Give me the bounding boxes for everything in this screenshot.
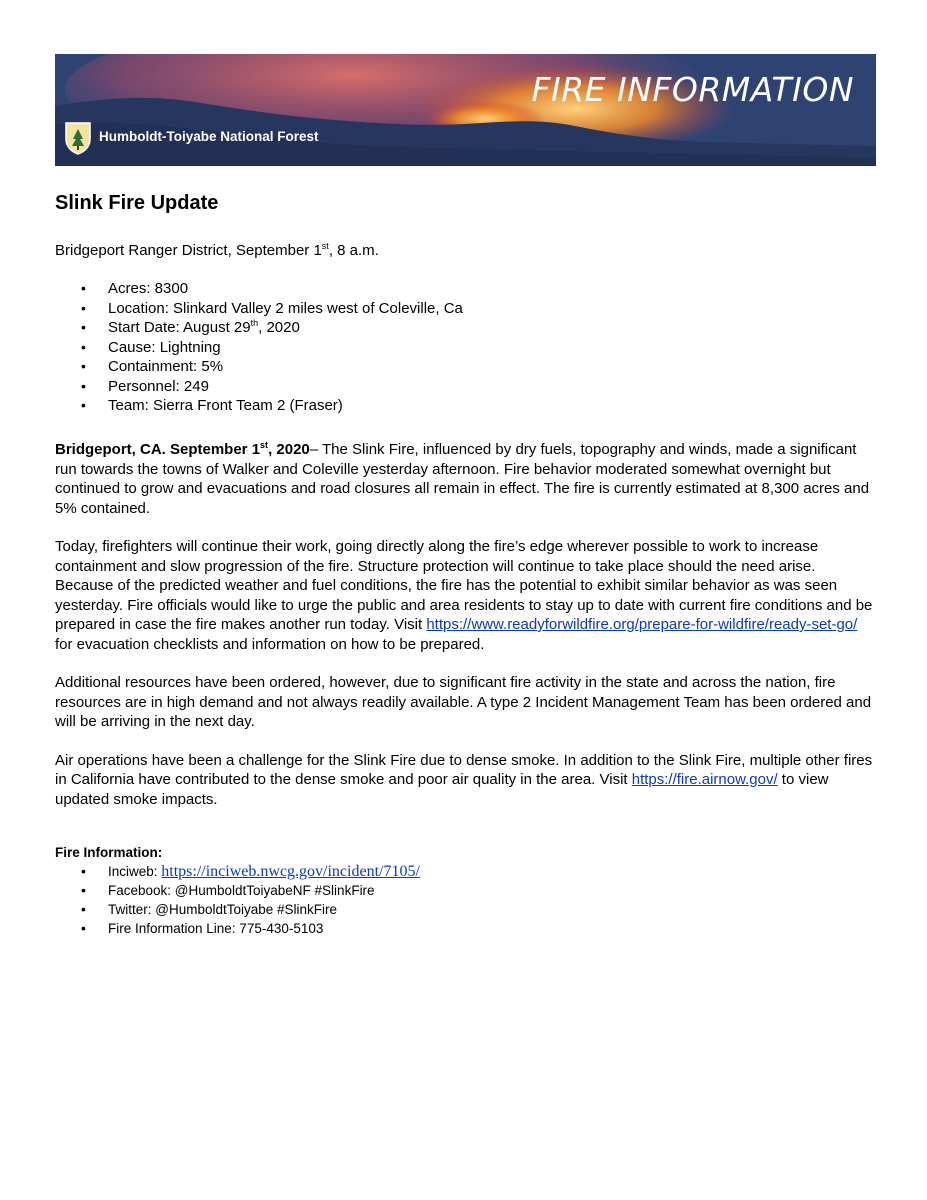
dateline: Bridgeport Ranger District, September 1st, 8 a.m. bbox=[55, 241, 379, 259]
airnow-link[interactable]: https://fire.airnow.gov/ bbox=[631, 771, 778, 788]
fact-team: • Team: Sierra Front Team 2 (Fraser) bbox=[55, 396, 755, 416]
inciweb-link[interactable]: https://inciweb.nwcg.gov/incident/7105/ bbox=[161, 863, 420, 880]
fact-acres: • Acres: 8300 bbox=[55, 279, 755, 299]
fact-start-date: • Start Date: August 29th, 2020 bbox=[55, 318, 755, 338]
fire-information-section bbox=[55, 844, 755, 938]
info-phone: • Fire Information Line: 775-430-5103 bbox=[55, 919, 755, 938]
paragraph-summary: Bridgeport, CA. September 1st, 2020– The Slink Fire, influenced by dry fuels, topography and winds, made a significant run towards the towns of Walker and Coleville yesterday afternoon. Fire behavior moderated somewhat overnight but continued to grow and evacuations and road closures all remain in effect. The fire is currently estimated at 8,300 acres and 5% contained. bbox=[55, 440, 870, 517]
forest-name: Humboldt-Toiyabe National Forest bbox=[99, 129, 319, 144]
banner-title: FIRE INFORMATION bbox=[531, 70, 854, 109]
page-title: Slink Fire Update bbox=[55, 192, 219, 214]
readyforwildfire-link[interactable]: https://www.readyforwildfire.org/prepare-for-wildfire/ready-set-go/ bbox=[426, 616, 858, 633]
fact-personnel: • Personnel: 249 bbox=[55, 377, 755, 397]
fact-location: • Location: Slinkard Valley 2 miles west of Coleville, Ca bbox=[55, 299, 755, 319]
fire-facts-list bbox=[55, 279, 755, 416]
info-inciweb: • Inciweb: https://inciweb.nwcg.gov/incident/7105/ bbox=[55, 862, 755, 881]
document-body bbox=[55, 192, 875, 936]
info-facebook: • Facebook: @HumboldtToiyabeNF #SlinkFire bbox=[55, 881, 755, 900]
fire-information-banner bbox=[55, 54, 876, 166]
fire-information-heading: Fire Information: bbox=[55, 845, 163, 860]
paragraph-today: Today, firefighters will continue their work, going directly along the fire’s edge wherever possible to work to increase containment and slow progression of the fire. Structure protection will continue to take place should the need arise. Because of the predicted weather and fuel conditions, the fire has the potential to exhibit similar behavior as was seen yesterday. Fire officials would like to urge the public and area residents to stay up to date with current fire conditions and be prepared in case the fire makes another run today. Visit https://www.readyforwildfire.org/prepare-for-wildfire/ready-set-go/ for evacuation checklists and information on how to be prepared. bbox=[55, 538, 873, 653]
paragraph-resources: Additional resources have been ordered, however, due to significant fire activity in the state and across the nation, fire resources are in high demand and not always readily available. A type 2 Incident Management Team has been ordered and will be arriving in the next day. bbox=[55, 674, 872, 730]
fire-information-list bbox=[55, 862, 755, 938]
fact-containment: • Containment: 5% bbox=[55, 357, 755, 377]
forest-service-shield-icon bbox=[64, 121, 92, 155]
fact-cause: • Cause: Lightning bbox=[55, 338, 755, 358]
info-twitter: • Twitter: @HumboldtToiyabe #SlinkFire bbox=[55, 900, 755, 919]
body-text bbox=[55, 440, 875, 828]
paragraph-air-operations: Air operations have been a challenge for the Slink Fire due to dense smoke. In addition to the Slink Fire, multiple other fires in California have contributed to the dense smoke and poor air quality in the area. Visit https://fire.airnow.gov/ to view updated smoke impacts. bbox=[55, 751, 873, 808]
